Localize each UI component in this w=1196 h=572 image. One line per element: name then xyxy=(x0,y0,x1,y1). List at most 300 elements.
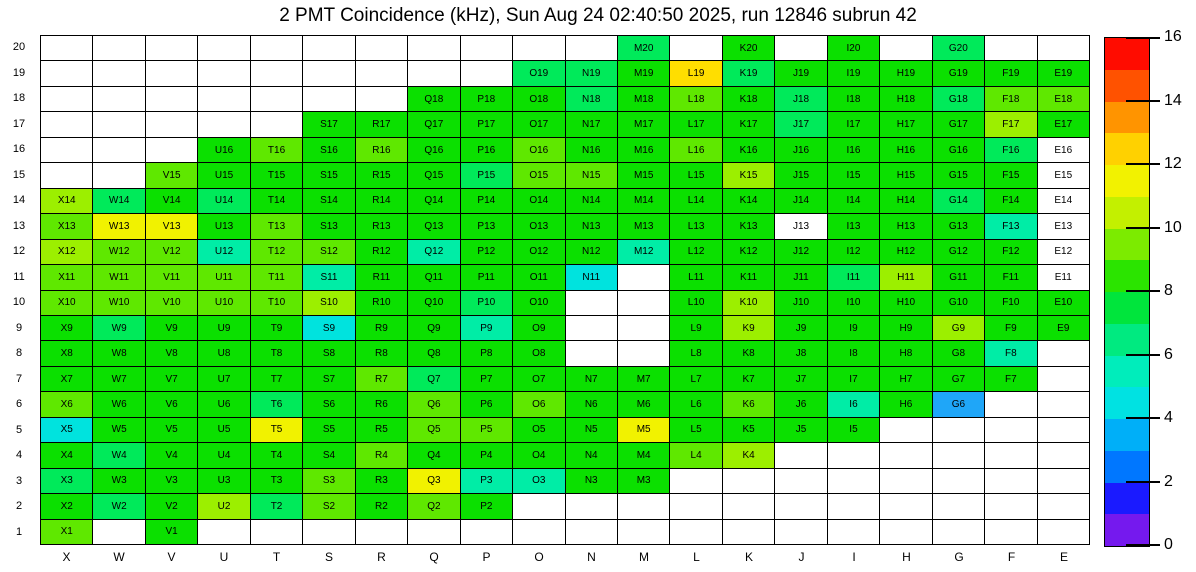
cell-empty xyxy=(1038,36,1089,60)
cell-R7: R7 xyxy=(356,367,407,391)
cell-E18: E18 xyxy=(1038,87,1089,111)
cell-H9: H9 xyxy=(880,316,931,340)
cell-O7: O7 xyxy=(513,367,564,391)
cell-N12: N12 xyxy=(566,240,617,264)
cell-T6: T6 xyxy=(251,392,302,416)
cell-V15: V15 xyxy=(146,163,197,187)
cell-K8: K8 xyxy=(723,341,774,365)
cell-S8: S8 xyxy=(303,341,354,365)
cell-H8: H8 xyxy=(880,341,931,365)
cell-Q6: Q6 xyxy=(408,392,459,416)
row-label-10: 10 xyxy=(12,296,26,309)
colorbar-tick-0 xyxy=(1126,544,1160,546)
cell-W9: W9 xyxy=(93,316,144,340)
cell-X6: X6 xyxy=(41,392,92,416)
cell-P5: P5 xyxy=(461,418,512,442)
cell-I12: I12 xyxy=(828,240,879,264)
cell-U8: U8 xyxy=(198,341,249,365)
colorbar-tick-label-10: 10 xyxy=(1164,218,1182,236)
cell-F9: F9 xyxy=(985,316,1036,340)
colorbar-tick-label-14: 14 xyxy=(1164,91,1182,109)
colorbar-tick-2 xyxy=(1126,481,1160,483)
row-label-1: 1 xyxy=(15,525,23,538)
cell-empty xyxy=(618,316,669,340)
cell-R15: R15 xyxy=(356,163,407,187)
cell-P12: P12 xyxy=(461,240,512,264)
cell-F14: F14 xyxy=(985,189,1036,213)
cell-I20: I20 xyxy=(828,36,879,60)
colorbar-tick-8 xyxy=(1126,290,1160,292)
cell-I11: I11 xyxy=(828,265,879,289)
cell-W6: W6 xyxy=(93,392,144,416)
cell-E19: E19 xyxy=(1038,61,1089,85)
cell-J9: J9 xyxy=(775,316,826,340)
cell-T10: T10 xyxy=(251,291,302,315)
cell-W8: W8 xyxy=(93,341,144,365)
cell-empty xyxy=(828,469,879,493)
cell-Q14: Q14 xyxy=(408,189,459,213)
col-label-W: W xyxy=(113,550,125,564)
cell-K18: K18 xyxy=(723,87,774,111)
cell-empty xyxy=(670,520,721,544)
cell-empty xyxy=(146,36,197,60)
cell-P6: P6 xyxy=(461,392,512,416)
cell-M12: M12 xyxy=(618,240,669,264)
cell-G10: G10 xyxy=(933,291,984,315)
cell-P8: P8 xyxy=(461,341,512,365)
cell-L17: L17 xyxy=(670,112,721,136)
cell-J14: J14 xyxy=(775,189,826,213)
cell-empty xyxy=(828,520,879,544)
cell-S2: S2 xyxy=(303,494,354,518)
row-label-4: 4 xyxy=(15,449,23,462)
cell-U16: U16 xyxy=(198,138,249,162)
cell-empty xyxy=(408,61,459,85)
cell-empty xyxy=(93,61,144,85)
cell-M7: M7 xyxy=(618,367,669,391)
cell-R5: R5 xyxy=(356,418,407,442)
cell-P16: P16 xyxy=(461,138,512,162)
cell-F8: F8 xyxy=(985,341,1036,365)
cell-E9: E9 xyxy=(1038,316,1089,340)
col-label-O: O xyxy=(534,550,544,564)
cell-U12: U12 xyxy=(198,240,249,264)
cell-V2: V2 xyxy=(146,494,197,518)
cell-W10: W10 xyxy=(93,291,144,315)
cell-X13: X13 xyxy=(41,214,92,238)
cell-empty xyxy=(146,112,197,136)
cell-H16: H16 xyxy=(880,138,931,162)
cell-G14: G14 xyxy=(933,189,984,213)
cell-F10: F10 xyxy=(985,291,1036,315)
cell-J17: J17 xyxy=(775,112,826,136)
cell-O3: O3 xyxy=(513,469,564,493)
cell-J15: J15 xyxy=(775,163,826,187)
colorbar-tick-label-0: 0 xyxy=(1164,536,1173,553)
col-label-N: N xyxy=(587,550,596,564)
cell-empty xyxy=(566,316,617,340)
cell-J11: J11 xyxy=(775,265,826,289)
cell-S12: S12 xyxy=(303,240,354,264)
cell-T15: T15 xyxy=(251,163,302,187)
colorbar-tick-16 xyxy=(1126,37,1160,39)
cell-S5: S5 xyxy=(303,418,354,442)
cell-S17: S17 xyxy=(303,112,354,136)
cell-empty xyxy=(618,265,669,289)
cell-R12: R12 xyxy=(356,240,407,264)
cell-empty xyxy=(566,341,617,365)
cell-R16: R16 xyxy=(356,138,407,162)
col-label-R: R xyxy=(377,550,386,564)
cell-L15: L15 xyxy=(670,163,721,187)
cell-V1: V1 xyxy=(146,520,197,544)
cell-X11: X11 xyxy=(41,265,92,289)
cell-S13: S13 xyxy=(303,214,354,238)
col-label-M: M xyxy=(639,550,649,564)
cell-N5: N5 xyxy=(566,418,617,442)
cell-empty xyxy=(618,520,669,544)
cell-T4: T4 xyxy=(251,443,302,467)
cell-empty xyxy=(461,61,512,85)
row-label-15: 15 xyxy=(12,168,26,181)
cell-F7: F7 xyxy=(985,367,1036,391)
cell-O17: O17 xyxy=(513,112,564,136)
cell-empty xyxy=(41,138,92,162)
cell-M14: M14 xyxy=(618,189,669,213)
cell-empty xyxy=(93,87,144,111)
cell-M6: M6 xyxy=(618,392,669,416)
cell-empty xyxy=(566,291,617,315)
cell-F19: F19 xyxy=(985,61,1036,85)
colorbar-band-14-13 xyxy=(1105,102,1149,134)
cell-empty xyxy=(985,36,1036,60)
cell-N3: N3 xyxy=(566,469,617,493)
cell-Q4: Q4 xyxy=(408,443,459,467)
cell-J12: J12 xyxy=(775,240,826,264)
cell-O14: O14 xyxy=(513,189,564,213)
cell-O12: O12 xyxy=(513,240,564,264)
cell-empty xyxy=(1038,494,1089,518)
cell-empty xyxy=(933,443,984,467)
cell-G16: G16 xyxy=(933,138,984,162)
cell-I8: I8 xyxy=(828,341,879,365)
cell-L19: L19 xyxy=(670,61,721,85)
cell-empty xyxy=(408,520,459,544)
cell-empty xyxy=(880,494,931,518)
cell-H14: H14 xyxy=(880,189,931,213)
col-label-F: F xyxy=(1007,550,1016,564)
cell-empty xyxy=(985,443,1036,467)
cell-E15: E15 xyxy=(1038,163,1089,187)
cell-T9: T9 xyxy=(251,316,302,340)
cell-T12: T12 xyxy=(251,240,302,264)
col-label-V: V xyxy=(167,550,176,564)
cell-empty xyxy=(356,87,407,111)
cell-G18: G18 xyxy=(933,87,984,111)
cell-empty xyxy=(303,36,354,60)
cell-N4: N4 xyxy=(566,443,617,467)
cell-Q11: Q11 xyxy=(408,265,459,289)
cell-H19: H19 xyxy=(880,61,931,85)
cell-K7: K7 xyxy=(723,367,774,391)
cell-T11: T11 xyxy=(251,265,302,289)
cell-N11: N11 xyxy=(566,265,617,289)
colorbar-band-10-9 xyxy=(1105,229,1149,261)
cell-S9: S9 xyxy=(303,316,354,340)
cell-empty xyxy=(356,520,407,544)
cell-O13: O13 xyxy=(513,214,564,238)
cell-empty xyxy=(985,469,1036,493)
row-label-18: 18 xyxy=(12,92,26,105)
col-label-J: J xyxy=(798,550,805,564)
cell-J16: J16 xyxy=(775,138,826,162)
cell-I17: I17 xyxy=(828,112,879,136)
cell-empty xyxy=(880,469,931,493)
cell-empty xyxy=(985,418,1036,442)
cell-empty xyxy=(985,494,1036,518)
cell-empty xyxy=(670,494,721,518)
cell-empty xyxy=(618,291,669,315)
colorbar-band-5-4 xyxy=(1105,387,1149,419)
cell-empty xyxy=(880,36,931,60)
cell-P7: P7 xyxy=(461,367,512,391)
cell-empty xyxy=(251,87,302,111)
cell-I5: I5 xyxy=(828,418,879,442)
cell-J8: J8 xyxy=(775,341,826,365)
cell-W4: W4 xyxy=(93,443,144,467)
cell-O18: O18 xyxy=(513,87,564,111)
cell-Q13: Q13 xyxy=(408,214,459,238)
cell-M15: M15 xyxy=(618,163,669,187)
cell-P9: P9 xyxy=(461,316,512,340)
cell-U13: U13 xyxy=(198,214,249,238)
heatmap-grid xyxy=(40,35,1090,545)
cell-L14: L14 xyxy=(670,189,721,213)
row-label-5: 5 xyxy=(15,423,23,436)
cell-I9: I9 xyxy=(828,316,879,340)
cell-P13: P13 xyxy=(461,214,512,238)
colorbar-band-6-5 xyxy=(1105,356,1149,388)
cell-Q7: Q7 xyxy=(408,367,459,391)
cell-K15: K15 xyxy=(723,163,774,187)
cell-U3: U3 xyxy=(198,469,249,493)
cell-M5: M5 xyxy=(618,418,669,442)
cell-P11: P11 xyxy=(461,265,512,289)
cell-F18: F18 xyxy=(985,87,1036,111)
cell-R10: R10 xyxy=(356,291,407,315)
cell-H10: H10 xyxy=(880,291,931,315)
cell-G19: G19 xyxy=(933,61,984,85)
cell-K14: K14 xyxy=(723,189,774,213)
chart-title: 2 PMT Coincidence (kHz), Sun Aug 24 02:40:50 2025, run 12846 subrun 42 xyxy=(279,5,917,26)
cell-T8: T8 xyxy=(251,341,302,365)
cell-I16: I16 xyxy=(828,138,879,162)
cell-L18: L18 xyxy=(670,87,721,111)
cell-X1: X1 xyxy=(41,520,92,544)
cell-F17: F17 xyxy=(985,112,1036,136)
colorbar xyxy=(1104,37,1150,547)
cell-Q5: Q5 xyxy=(408,418,459,442)
cell-Q18: Q18 xyxy=(408,87,459,111)
cell-W3: W3 xyxy=(93,469,144,493)
cell-empty xyxy=(828,443,879,467)
cell-V4: V4 xyxy=(146,443,197,467)
cell-I15: I15 xyxy=(828,163,879,187)
cell-L13: L13 xyxy=(670,214,721,238)
cell-E11: E11 xyxy=(1038,265,1089,289)
cell-U14: U14 xyxy=(198,189,249,213)
cell-G7: G7 xyxy=(933,367,984,391)
cell-X12: X12 xyxy=(41,240,92,264)
cell-U6: U6 xyxy=(198,392,249,416)
cell-S10: S10 xyxy=(303,291,354,315)
row-label-9: 9 xyxy=(15,321,23,334)
cell-empty xyxy=(618,494,669,518)
cell-G11: G11 xyxy=(933,265,984,289)
cell-V13: V13 xyxy=(146,214,197,238)
cell-T5: T5 xyxy=(251,418,302,442)
cell-L8: L8 xyxy=(670,341,721,365)
cell-G15: G15 xyxy=(933,163,984,187)
cell-empty xyxy=(985,392,1036,416)
cell-T16: T16 xyxy=(251,138,302,162)
cell-L9: L9 xyxy=(670,316,721,340)
cell-empty xyxy=(985,520,1036,544)
cell-K12: K12 xyxy=(723,240,774,264)
cell-F11: F11 xyxy=(985,265,1036,289)
cell-J6: J6 xyxy=(775,392,826,416)
colorbar-band-16-15 xyxy=(1105,38,1149,70)
cell-empty xyxy=(1038,392,1089,416)
row-label-3: 3 xyxy=(15,474,23,487)
cell-K20: K20 xyxy=(723,36,774,60)
cell-empty xyxy=(880,418,931,442)
cell-empty xyxy=(146,138,197,162)
cell-empty xyxy=(933,520,984,544)
colorbar-band-11-10 xyxy=(1105,197,1149,229)
cell-I13: I13 xyxy=(828,214,879,238)
cell-K11: K11 xyxy=(723,265,774,289)
cell-H17: H17 xyxy=(880,112,931,136)
row-label-20: 20 xyxy=(12,41,26,54)
cell-K13: K13 xyxy=(723,214,774,238)
cell-empty xyxy=(461,36,512,60)
cell-N16: N16 xyxy=(566,138,617,162)
cell-I7: I7 xyxy=(828,367,879,391)
cell-empty xyxy=(251,112,302,136)
cell-Q2: Q2 xyxy=(408,494,459,518)
cell-L12: L12 xyxy=(670,240,721,264)
cell-K9: K9 xyxy=(723,316,774,340)
cell-U15: U15 xyxy=(198,163,249,187)
cell-V11: V11 xyxy=(146,265,197,289)
row-label-19: 19 xyxy=(12,66,26,79)
cell-R9: R9 xyxy=(356,316,407,340)
cell-W2: W2 xyxy=(93,494,144,518)
cell-empty xyxy=(1038,520,1089,544)
cell-empty xyxy=(93,36,144,60)
cell-empty xyxy=(933,469,984,493)
cell-empty xyxy=(670,469,721,493)
cell-R4: R4 xyxy=(356,443,407,467)
cell-V14: V14 xyxy=(146,189,197,213)
colorbar-band-15-14 xyxy=(1105,70,1149,102)
cell-U7: U7 xyxy=(198,367,249,391)
col-label-Q: Q xyxy=(429,550,439,564)
cell-empty xyxy=(775,494,826,518)
cell-K6: K6 xyxy=(723,392,774,416)
cell-empty xyxy=(670,36,721,60)
row-label-11: 11 xyxy=(13,270,25,283)
cell-X8: X8 xyxy=(41,341,92,365)
cell-L11: L11 xyxy=(670,265,721,289)
cell-P2: P2 xyxy=(461,494,512,518)
cell-P17: P17 xyxy=(461,112,512,136)
colorbar-tick-10 xyxy=(1126,227,1160,229)
cell-G9: G9 xyxy=(933,316,984,340)
cell-O10: O10 xyxy=(513,291,564,315)
cell-K16: K16 xyxy=(723,138,774,162)
colorbar-band-1-0 xyxy=(1105,514,1149,546)
cell-S11: S11 xyxy=(303,265,354,289)
cell-E10: E10 xyxy=(1038,291,1089,315)
cell-S3: S3 xyxy=(303,469,354,493)
colorbar-tick-label-6: 6 xyxy=(1164,345,1173,363)
cell-empty xyxy=(1038,418,1089,442)
cell-O15: O15 xyxy=(513,163,564,187)
cell-O9: O9 xyxy=(513,316,564,340)
cell-V8: V8 xyxy=(146,341,197,365)
cell-N7: N7 xyxy=(566,367,617,391)
cell-O5: O5 xyxy=(513,418,564,442)
cell-empty xyxy=(723,494,774,518)
cell-W12: W12 xyxy=(93,240,144,264)
col-label-T: T xyxy=(272,550,281,564)
cell-empty xyxy=(146,87,197,111)
cell-I6: I6 xyxy=(828,392,879,416)
cell-T14: T14 xyxy=(251,189,302,213)
cell-N15: N15 xyxy=(566,163,617,187)
cell-H18: H18 xyxy=(880,87,931,111)
cell-empty xyxy=(1038,341,1089,365)
cell-F13: F13 xyxy=(985,214,1036,238)
cell-empty xyxy=(198,112,249,136)
col-label-E: E xyxy=(1059,550,1068,564)
cell-S7: S7 xyxy=(303,367,354,391)
cell-G20: G20 xyxy=(933,36,984,60)
row-label-14: 14 xyxy=(12,194,26,207)
cell-S15: S15 xyxy=(303,163,354,187)
cell-U10: U10 xyxy=(198,291,249,315)
colorbar-band-9-8 xyxy=(1105,260,1149,292)
cell-G8: G8 xyxy=(933,341,984,365)
cell-empty xyxy=(198,36,249,60)
cell-T2: T2 xyxy=(251,494,302,518)
cell-empty xyxy=(775,469,826,493)
cell-P14: P14 xyxy=(461,189,512,213)
cell-V10: V10 xyxy=(146,291,197,315)
cell-M3: M3 xyxy=(618,469,669,493)
cell-O4: O4 xyxy=(513,443,564,467)
cell-empty xyxy=(1038,367,1089,391)
cell-T3: T3 xyxy=(251,469,302,493)
cell-empty xyxy=(566,36,617,60)
cell-empty xyxy=(618,341,669,365)
cell-Q8: Q8 xyxy=(408,341,459,365)
colorbar-tick-label-8: 8 xyxy=(1164,282,1173,299)
cell-L10: L10 xyxy=(670,291,721,315)
cell-J13: J13 xyxy=(775,214,826,238)
